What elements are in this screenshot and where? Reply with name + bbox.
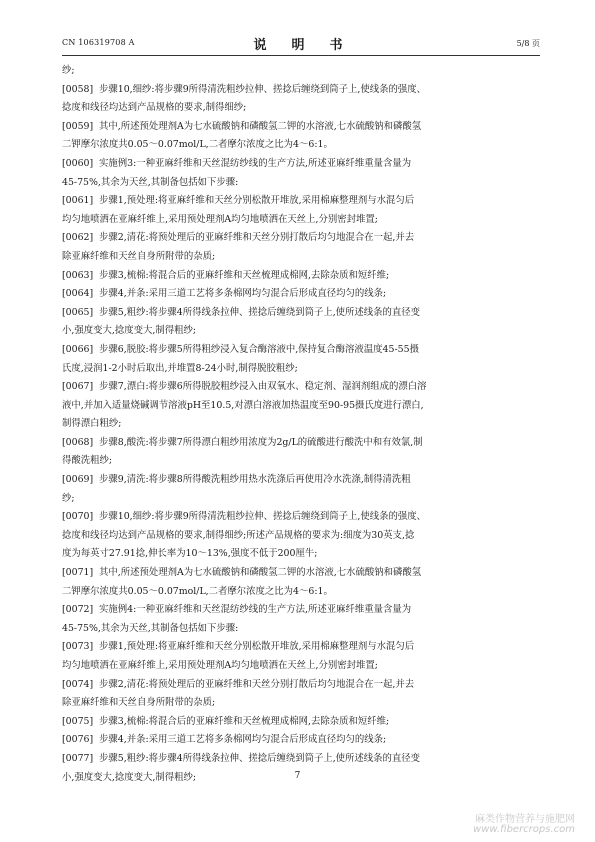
line-text: 氏度,浸润1-2小时后取出,并堆置8-24小时,制得脱胶粗纱; xyxy=(62,362,298,374)
line-text: 纱; xyxy=(62,492,75,504)
line-text: 步骤4,并条:采用三道工艺将多条棉网均匀混合后形成直径均匀的线条; xyxy=(99,734,387,746)
watermark-site-name: 麻类作物营养与施肥网 xyxy=(475,814,575,825)
publication-number: CN 106319708 A xyxy=(62,38,135,47)
text-line xyxy=(62,750,540,769)
text-line xyxy=(62,620,540,639)
text-line xyxy=(62,583,540,602)
text-line xyxy=(62,713,540,732)
line-text: 实施例3:一种亚麻纤维和天丝混纺纱线的生产方法,所述亚麻纤维重量含量为 xyxy=(99,157,412,169)
document-body xyxy=(62,62,540,787)
text-line xyxy=(62,601,540,620)
text-line xyxy=(62,508,540,527)
paragraph-number: [0063] xyxy=(62,269,94,281)
text-line xyxy=(62,81,540,100)
paragraph-number: [0067] xyxy=(62,381,94,393)
text-line xyxy=(62,527,540,546)
paragraph-number: [0073] xyxy=(62,641,94,653)
line-text: 度为每英寸27.91捻,伸长率为10～13%,强度不低于200厘牛; xyxy=(62,548,318,560)
text-line xyxy=(62,731,540,750)
paragraph-number: [0076] xyxy=(62,734,94,746)
paragraph-number: [0068] xyxy=(62,436,94,448)
line-text: 除亚麻纤维和天丝自身所附带的杂质; xyxy=(62,250,216,262)
line-text: 步骤5,粗纱:将步骤4所得线条拉伸、搓捻后缠绕到筒子上,使所述线条的直径变 xyxy=(99,752,421,764)
paragraph-number: [0065] xyxy=(62,306,94,318)
paragraph-number: [0074] xyxy=(62,678,94,690)
line-text: 纱; xyxy=(62,65,75,76)
line-text: 45-75%,其余为天丝,其制备包括如下步骤: xyxy=(62,176,239,188)
text-line xyxy=(62,694,540,713)
text-line xyxy=(62,211,540,230)
line-text: 步骤2,清花:将预处理后的亚麻纤维和天丝分别打散后均匀地混合在一起,并去 xyxy=(99,678,415,690)
watermark-url: www.fibercrops.com xyxy=(473,824,575,835)
line-text: 步骤8,酸洗:将步骤7所得漂白粗纱用浓度为2g/L的硫酸进行酸洗中和有效氯,制 xyxy=(99,436,423,448)
line-text: 步骤10,细纱:将步骤9所得清洗粗纱拉伸、搓捻后缠绕到筒子上,使线条的强度、 xyxy=(99,83,427,95)
text-line xyxy=(62,99,540,118)
text-line xyxy=(62,118,540,137)
text-line xyxy=(62,564,540,583)
paragraph-number: [0072] xyxy=(62,604,94,616)
text-line xyxy=(62,452,540,471)
text-line xyxy=(62,174,540,193)
line-text: 其中,所述预处理剂A为七水硫酸钠和磷酸氢二钾的水溶液,七水硫酸钠和磷酸氢 xyxy=(99,567,422,579)
document-title: 说 明 书 xyxy=(253,38,349,53)
text-line xyxy=(62,248,540,267)
text-line xyxy=(62,415,540,434)
paragraph-number: [0061] xyxy=(62,195,94,207)
text-line xyxy=(62,434,540,453)
paragraph-number: [0071] xyxy=(62,567,94,579)
header-divider xyxy=(62,55,540,56)
page-indicator: 5/8 页 xyxy=(516,39,540,48)
text-line xyxy=(62,378,540,397)
line-text: 步骤7,漂白:将步骤6所得脱胶粗纱浸入由双氧水、稳定剂、湿润剂组成的漂白溶 xyxy=(99,381,427,393)
text-line xyxy=(62,341,540,360)
line-text: 液中,并加入适量烧碱调节溶液pH至10.5,对漂白溶液加热温度至90-95摄氏度进行漂白, xyxy=(62,399,424,411)
paragraph-number: [0077] xyxy=(62,752,94,764)
text-line xyxy=(62,62,540,81)
line-text: 均匀地喷洒在亚麻纤维上,采用预处理剂A均匀地喷洒在天丝上,分别密封堆置; xyxy=(62,213,378,225)
line-text: 步骤9,清洗:将步骤8所得酸洗粗纱用热水洗涤后再使用冷水洗涤,制得清洗粗 xyxy=(99,474,411,486)
paragraph-number: [0069] xyxy=(62,474,94,486)
text-line xyxy=(62,360,540,379)
paragraph-number: [0066] xyxy=(62,343,94,355)
page-number: 7 xyxy=(294,771,301,781)
paragraph-number: [0062] xyxy=(62,232,94,244)
line-text: 制得漂白粗纱; xyxy=(62,418,122,430)
text-line xyxy=(62,304,540,323)
document-header xyxy=(62,34,540,52)
text-line xyxy=(62,657,540,676)
line-text: 步骤5,粗纱:将步骤4所得线条拉伸、搓捻后缠绕到筒子上,使所述线条的直径变 xyxy=(99,306,421,318)
line-text: 步骤1,预处理:将亚麻纤维和天丝分别松散开堆放,采用棉麻整理剂与水混匀后 xyxy=(99,641,415,653)
line-text: 45-75%,其余为天丝,其制备包括如下步骤: xyxy=(62,622,239,634)
text-line xyxy=(62,322,540,341)
paragraph-number: [0059] xyxy=(62,120,94,132)
line-text: 小,强度变大,捻度变大,制得粗纱; xyxy=(62,325,196,337)
line-text: 实施例4:一种亚麻纤维和天丝混纺纱线的生产方法,所述亚麻纤维重量含量为 xyxy=(99,604,412,616)
paragraph-number: [0058] xyxy=(62,83,94,95)
line-text: 步骤1,预处理:将亚麻纤维和天丝分别松散开堆放,采用棉麻整理剂与水混匀后 xyxy=(99,195,415,207)
line-text: 步骤6,脱胶:将步骤5所得粗纱浸入复合酶溶液中,保持复合酶溶液温度45-55摄 xyxy=(99,343,419,355)
text-line xyxy=(62,397,540,416)
paragraph-number: [0064] xyxy=(62,288,94,300)
line-text: 二钾摩尔浓度共0.05～0.07mol/L,二者摩尔浓度之比为4～6:1。 xyxy=(62,139,333,151)
line-text: 其中,所述预处理剂A为七水硫酸钠和磷酸氢二钾的水溶液,七水硫酸钠和磷酸氢 xyxy=(99,120,422,132)
text-line xyxy=(62,267,540,286)
text-line xyxy=(62,471,540,490)
text-line xyxy=(62,155,540,174)
line-text: 小,强度变大,捻度变大,制得粗纱; xyxy=(62,771,196,783)
text-line xyxy=(62,192,540,211)
paragraph-number: [0075] xyxy=(62,715,94,727)
text-line xyxy=(62,285,540,304)
line-text: 得酸洗粗纱; xyxy=(62,455,113,467)
paragraph-number: [0060] xyxy=(62,157,94,169)
line-text: 捻度和线径均达到产品规格的要求,制得细纱; xyxy=(62,102,247,114)
line-text: 步骤4,并条:采用三道工艺将多条棉网均匀混合后形成直径均匀的线条; xyxy=(99,288,387,300)
text-line xyxy=(62,545,540,564)
line-text: 步骤3,梳棉:将混合后的亚麻纤维和天丝梳理成棉网,去除杂质和短纤维; xyxy=(99,269,390,281)
line-text: 步骤3,梳棉:将混合后的亚麻纤维和天丝梳理成棉网,去除杂质和短纤维; xyxy=(99,715,390,727)
text-line xyxy=(62,638,540,657)
line-text: 步骤10,细纱:将步骤9所得清洗粗纱拉伸、搓捻后缠绕到筒子上,使线条的强度、 xyxy=(99,511,427,523)
paragraph-number: [0070] xyxy=(62,511,94,523)
line-text: 均匀地喷洒在亚麻纤维上,采用预处理剂A均匀地喷洒在天丝上,分别密封堆置; xyxy=(62,660,378,671)
line-text: 捻度和线径均达到产品规格的要求,制得细纱;所述产品规格的要求为:细度为30英支,捻 xyxy=(62,529,415,541)
text-line xyxy=(62,229,540,248)
text-line xyxy=(62,490,540,509)
line-text: 除亚麻纤维和天丝自身所附带的杂质; xyxy=(62,697,216,709)
text-line xyxy=(62,676,540,695)
line-text: 步骤2,清花:将预处理后的亚麻纤维和天丝分别打散后均匀地混合在一起,并去 xyxy=(99,232,415,244)
line-text: 二钾摩尔浓度共0.05～0.07mol/L,二者摩尔浓度之比为4～6:1。 xyxy=(62,585,333,597)
text-line xyxy=(62,136,540,155)
